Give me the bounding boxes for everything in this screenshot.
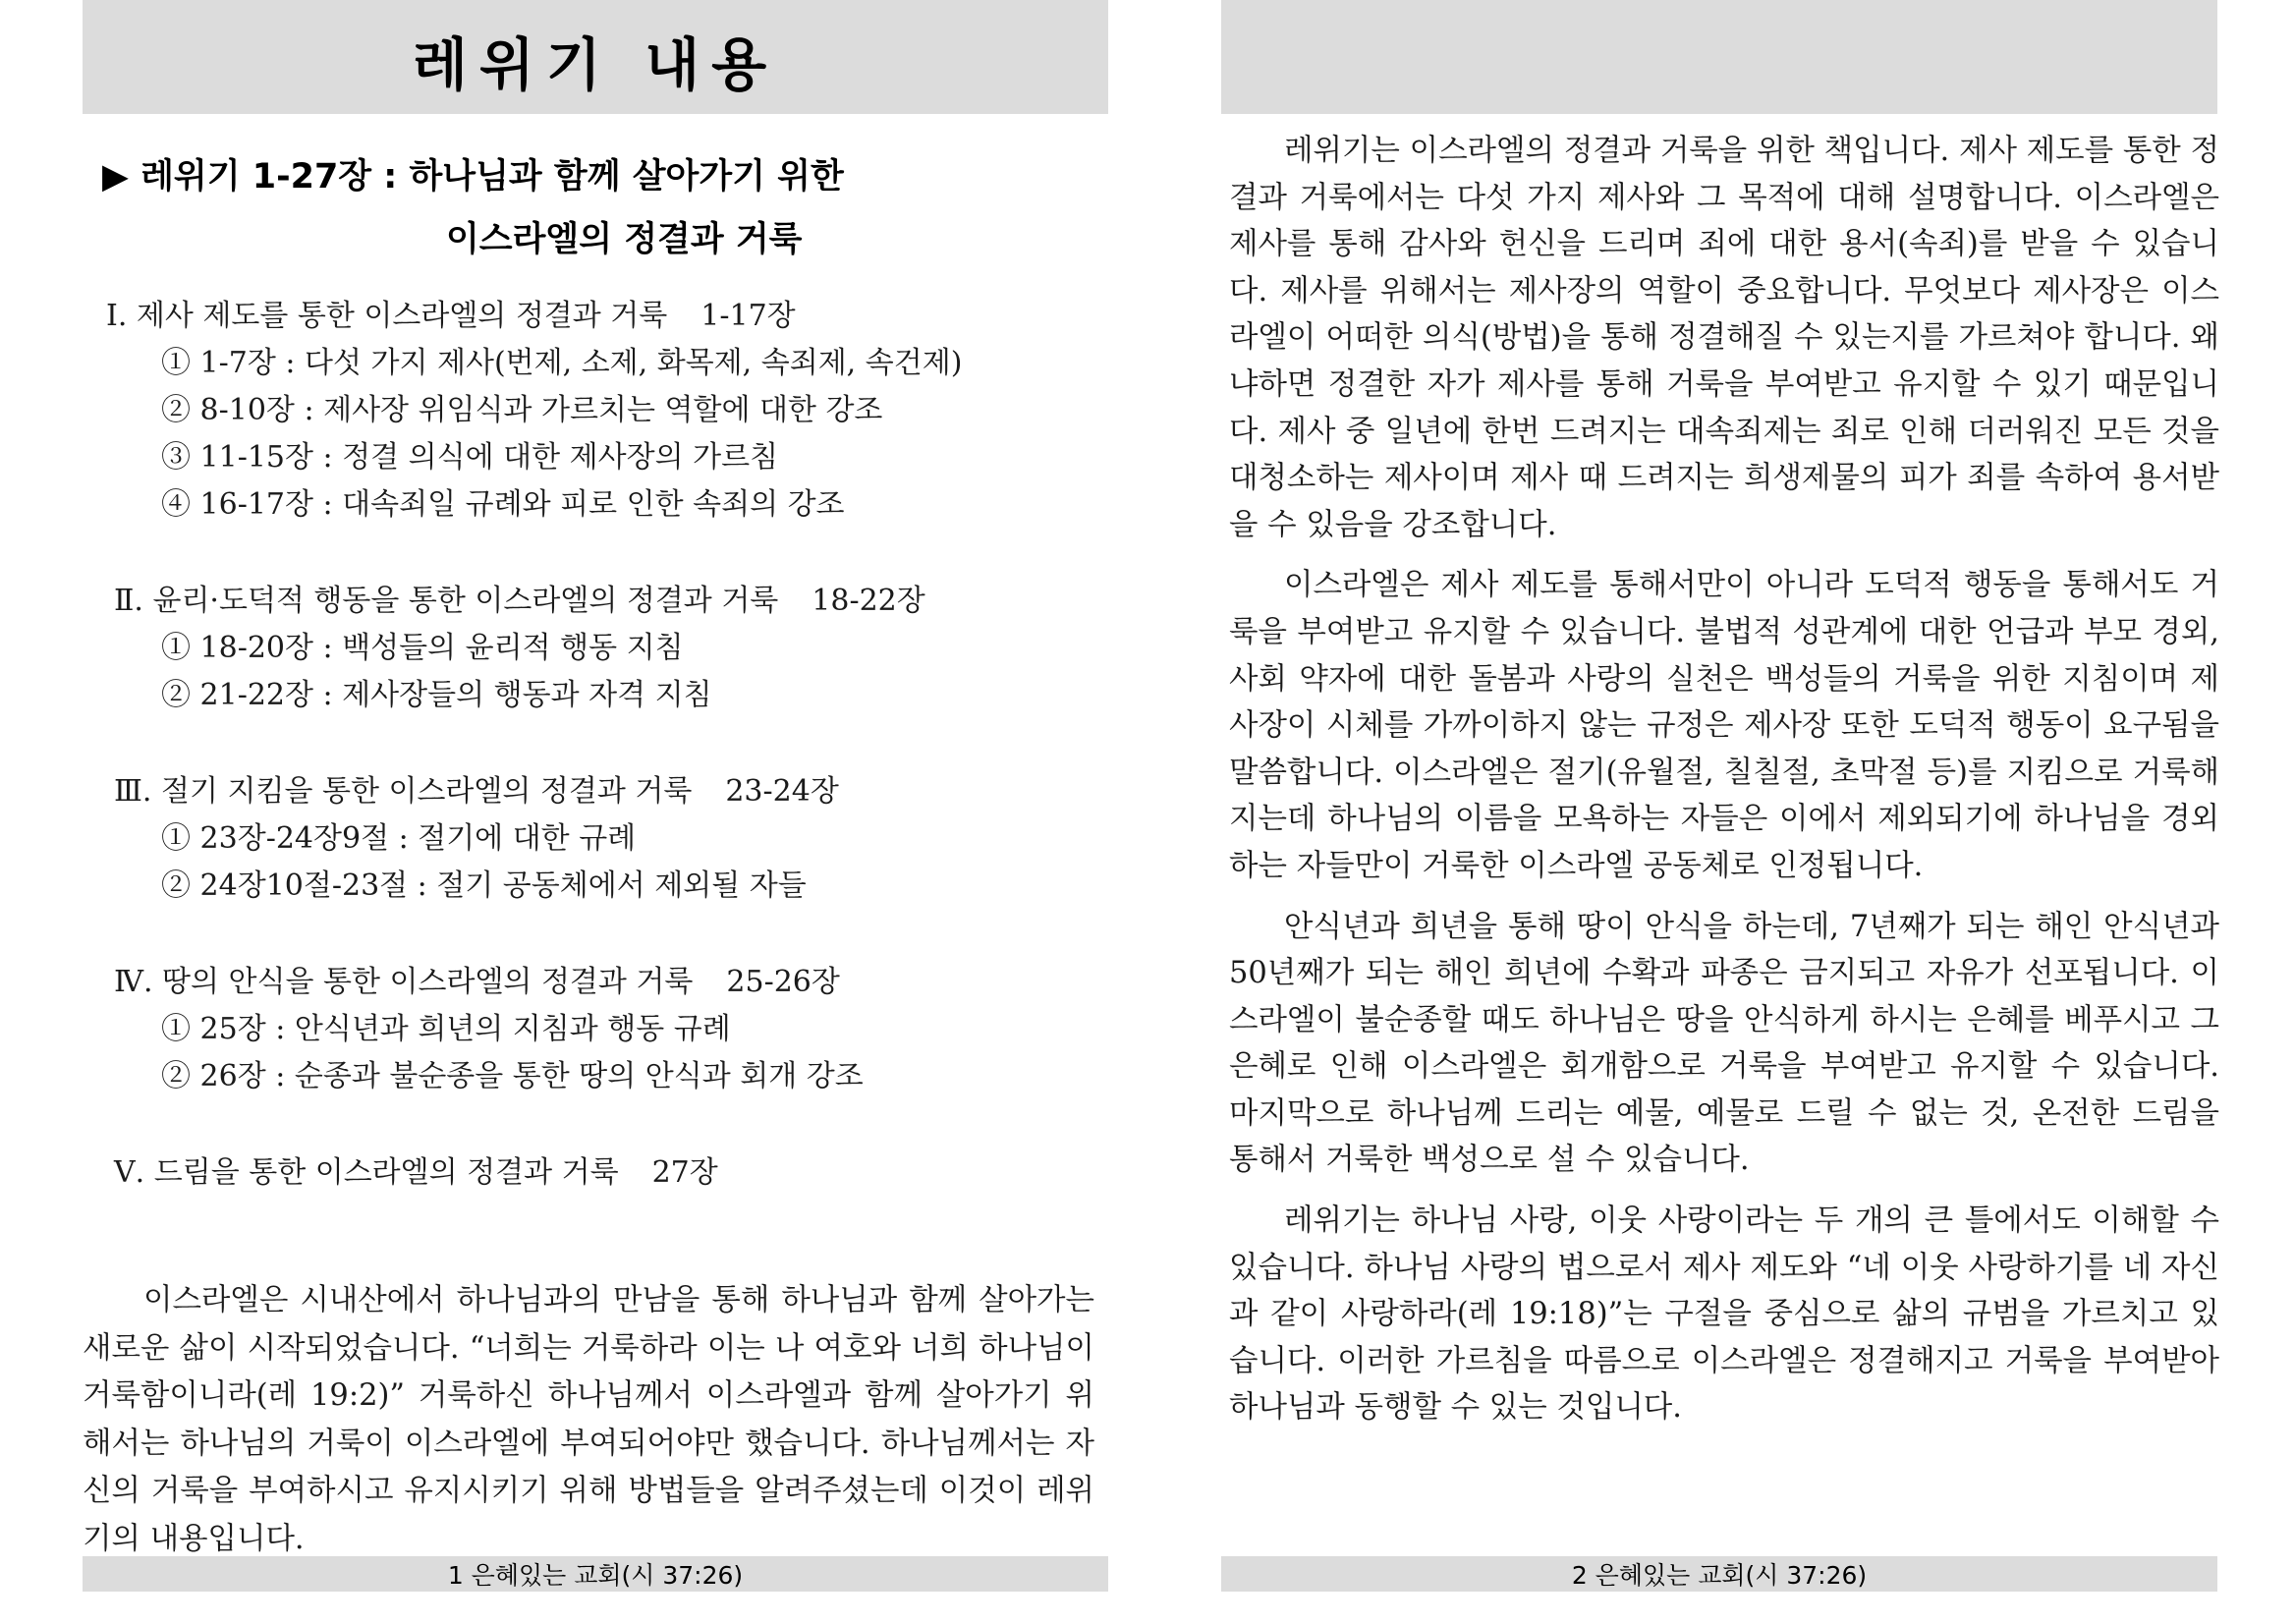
heading-line-2: 이스라엘의 정결과 거룩 [446,220,803,259]
outline-item: ② 24장10절-23절 : 절기 공동체에서 제외될 자들 [161,868,807,903]
title-bar-blank [1221,0,2217,114]
outline-item: ① 25장 : 안식년과 희년의 지침과 행동 규례 [161,1012,731,1046]
outline-item: ③ 11-15장 : 정결 의식에 대한 제사장의 가르침 [161,440,779,475]
page-footer: 2 은혜있는 교회(시 37:26) [1221,1556,2217,1592]
right-page [1221,0,2219,1590]
outline-item: ② 26장 : 순종과 불순종을 통한 땅의 안식과 회개 강조 [161,1059,864,1093]
section-title-text: Ⅴ. 드림을 통한 이스라엘의 정결과 거룩 [114,1155,619,1190]
outline-item: ① 1-7장 : 다섯 가지 제사(번제, 소제, 화목제, 속죄제, 속건제) [161,346,963,380]
outline-section-title [106,959,1098,1006]
outline-section-title [106,768,1098,815]
page-footer: 1 은혜있는 교회(시 37:26) [83,1556,1108,1592]
body-text [1229,128,2219,1445]
outline-section-title [106,293,1098,340]
section-title-text: Ⅱ. 윤리·도덕적 행동을 통한 이스라엘의 정결과 거룩 [114,584,779,618]
section-chapters: 23-24장 [725,774,839,809]
chapter-outline [106,293,1098,1197]
heading-line-1: ▶ 레위기 1-27장 : 하나님과 함께 살아가기 위한 [102,157,844,196]
section-chapters: 27장 [651,1155,718,1190]
section-heading [102,145,1094,271]
body-paragraph: 레위기는 하나님 사랑, 이웃 사랑이라는 두 개의 큰 틀에서도 이해할 수 있습니다. 하나님 사랑의 법으로서 제사 제도와 “네 이웃 사랑하기를 네 자신과 같이 사랑하라(레 19:18)”는 구절을 중심으로 삶의 규범을 가르치고 있습니다. 이러한 가르침을 따름으로 이스라엘은 정결해지고 거룩을 부여받아 하나님과 동행할 수 있는 것입니다. [1229,1204,2219,1426]
section-title-text: Ⅳ. 땅의 안식을 통한 이스라엘의 정결과 거룩 [114,965,694,999]
body-paragraph: 레위기는 이스라엘의 정결과 거룩을 위한 책입니다. 제사 제도를 통한 정결과 거룩에서는 다섯 가지 제사와 그 목적에 대해 설명합니다. 이스라엘은 제사를 통해 감사와 헌신을 드리며 죄에 대한 용서(속죄)를 받을 수 있습니다. 제사를 위해서는 제사장의 역할이 중요합니다. 무엇보다 제사장은 이스라엘이 어떠한 의식(방법)을 통해 정결해질 수 있는지를 가르쳐야 합니다. 왜냐하면 정결한 자가 제사를 통해 거룩을 부여받고 유지할 수 있기 때문입니다. 제사 중 일년에 한번 드려지는 대속죄제는 죄로 인해 더러워진 모든 것을 대청소하는 제사이며 제사 때 드려지는 희생제물의 피가 죄를 속하여 용서받을 수 있음을 강조합니다. [1229,134,2219,542]
section-title-text: Ⅰ. 제사 제도를 통한 이스라엘의 정결과 거룩 [106,299,668,333]
outline-item: ① 23장-24장9절 : 절기에 대한 규례 [161,821,637,856]
section-chapters: 25-26장 [726,965,840,999]
page-title: 레위기 내용 [412,31,779,98]
left-page [83,0,1108,1590]
section-chapters: 1-17장 [700,299,796,333]
section-chapters: 18-22장 [812,584,925,618]
outline-section-title [106,578,1098,625]
outline-item: ② 21-22장 : 제사장들의 행동과 자격 지침 [161,678,712,712]
body-paragraph: 이스라엘은 제사 제도를 통해서만이 아니라 도덕적 행동을 통해서도 거룩을 부여받고 유지할 수 있습니다. 불법적 성관계에 대한 언급과 부모 경외, 사회 약자에 대한 돌봄과 사랑의 실천은 백성들의 거룩을 위한 지침이며 제사장이 시체를 가까이하지 않는 규정은 제사장 또한 도덕적 행동이 요구됨을 말씀합니다. 이스라엘은 절기(유월절, 칠칠절, 초막절 등)를 지킴으로 거룩해지는데 하나님의 이름을 모욕하는 자들은 이에서 제외되기에 하나님을 경외하는 자들만이 거룩한 이스라엘 공동체로 인정됩니다. [1229,568,2219,883]
section-title-text: Ⅲ. 절기 지킴을 통한 이스라엘의 정결과 거룩 [114,774,693,809]
outline-item: ② 8-10장 : 제사장 위임식과 가르치는 역할에 대한 강조 [161,393,883,427]
body-paragraph: 안식년과 희년을 통해 땅이 안식을 하는데, 7년째가 되는 해인 안식년과 50년째가 되는 해인 희년에 수확과 파종은 금지되고 자유가 선포됩니다. 이스라엘이 불순종할 때도 하나님은 땅을 안식하게 하시는 은혜를 베푸시고 그 은혜로 인해 이스라엘은 회개함으로 거룩을 부여받고 유지할 수 있습니다. 마지막으로 하나님께 드리는 예물, 예물로 드릴 수 없는 것, 온전한 드림을 통해서 거룩한 백성으로 설 수 있습니다. [1229,909,2219,1178]
outline-item: ④ 16-17장 : 대속죄일 규례와 피로 인한 속죄의 강조 [161,487,845,522]
outline-section-title [106,1149,1098,1197]
outline-item: ① 18-20장 : 백성들의 윤리적 행동 지침 [161,631,684,665]
title-bar [83,0,1108,114]
intro-paragraph: 이스라엘은 시내산에서 하나님과의 만남을 통해 하나님과 함께 살아가는 새로운 삶이 시작되었습니다. “너희는 거룩하라 이는 나 여호와 너희 하나님이 거룩함이니라(레 19:2)” 거룩하신 하나님께서 이스라엘과 함께 살아가기 위해서는 하나님의 거룩이 이스라엘에 부여되어야만 했습니다. 하나님께서는 자신의 거룩을 부여하시고 유지시키기 위해 방법들을 알려주셨는데 이것이 레위기의 내용입니다. [83,1283,1094,1556]
